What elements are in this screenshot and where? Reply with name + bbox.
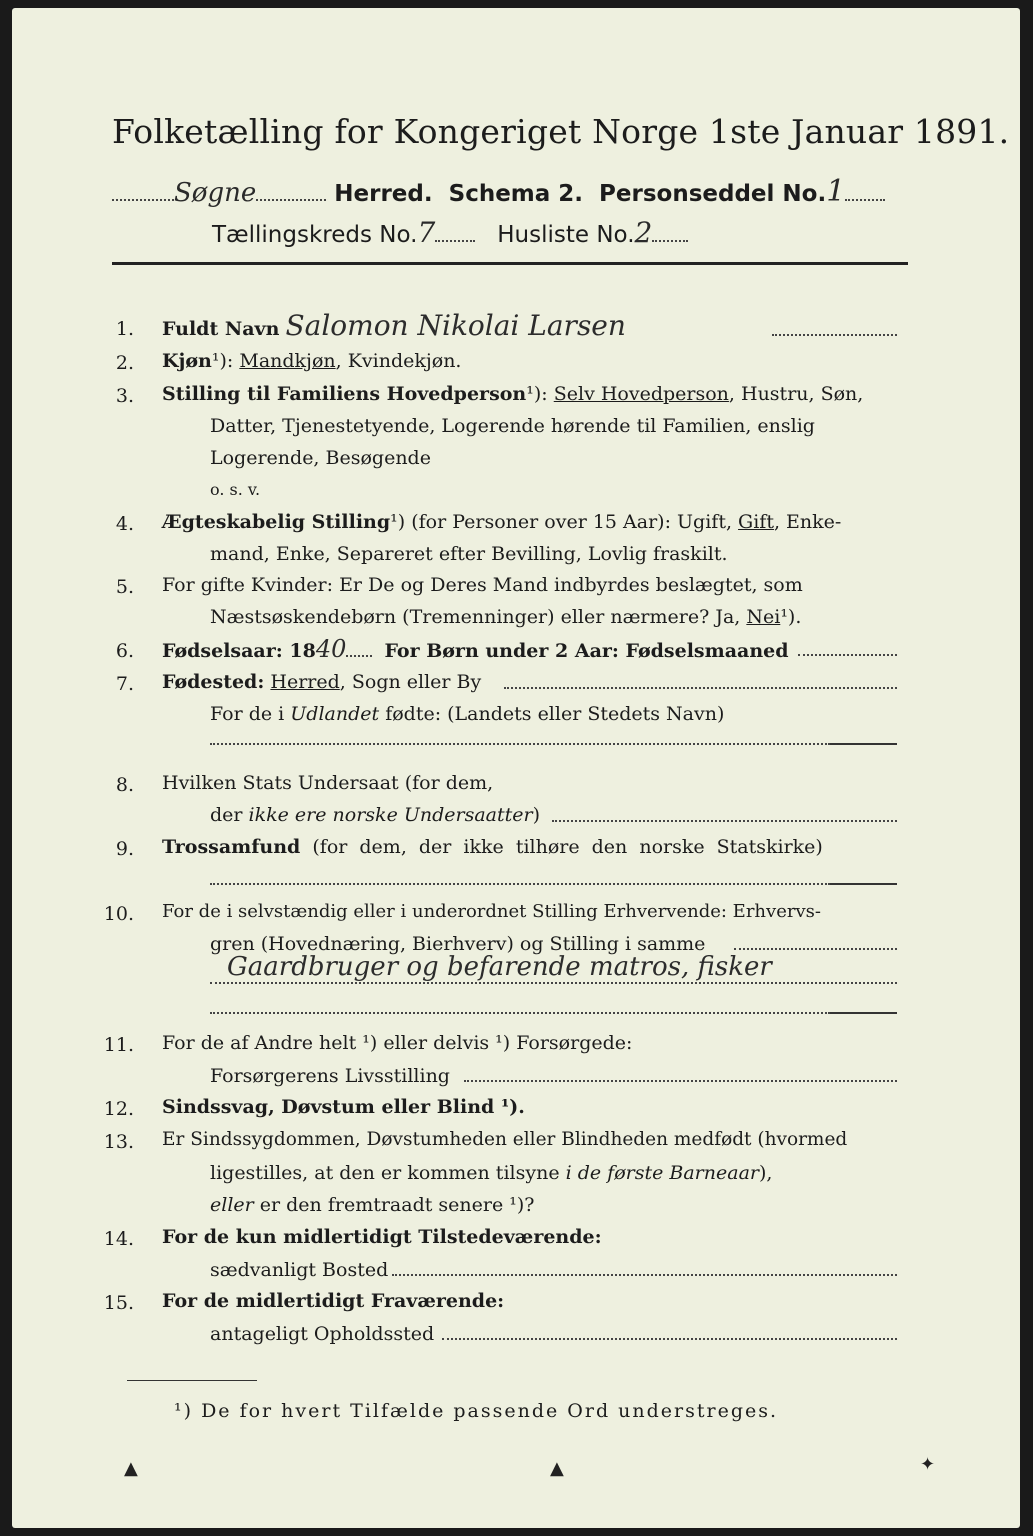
- q12-number: 12.: [103, 1098, 134, 1120]
- personseddel-label: Personseddel No.: [599, 181, 827, 207]
- q10-value-line: [210, 982, 897, 984]
- q11-number: 11.: [103, 1034, 134, 1056]
- q8-line2-italic: ikke ere norske Undersaatter: [248, 804, 533, 826]
- q6-number: 6.: [115, 640, 134, 662]
- personseddel-value: 1: [826, 174, 846, 209]
- q1-number: 1.: [115, 318, 134, 340]
- q10-blank-line: [210, 1012, 830, 1014]
- q2-opt-mandkjon: Mandkjøn: [239, 350, 336, 372]
- q3-opt-selected: Selv Hovedperson: [553, 383, 729, 405]
- q6-line: [162, 637, 789, 663]
- q9-blank-line-end: [830, 883, 897, 885]
- q13-line2-post: ),: [759, 1162, 773, 1184]
- census-form-page: [12, 8, 1020, 1528]
- q8-line-2: [210, 803, 540, 827]
- q5-opt-selected: Nei: [746, 606, 781, 628]
- q9-rest: (for dem, der ikke tilhøre den norske Statskirke): [312, 836, 823, 858]
- q7-label: Fødested:: [162, 671, 265, 693]
- q13-line3-post: er den fremtraadt senere ¹)?: [259, 1194, 535, 1216]
- header-line-1: [112, 174, 885, 209]
- q13-line-2: [210, 1161, 772, 1185]
- q5-line2-post: ¹).: [780, 606, 802, 628]
- q3-line1-rest: , Hustru, Søn,: [728, 383, 864, 405]
- q7-number: 7.: [115, 673, 134, 695]
- q8-line-1: Hvilken Stats Undersaat (for dem,: [162, 772, 494, 794]
- q1-name-value: Salomon Nikolai Larsen: [285, 309, 626, 342]
- herred-label: Herred.: [334, 181, 433, 207]
- q15-line-2: antageligt Opholdssted: [210, 1323, 435, 1345]
- header-divider: [112, 262, 908, 265]
- registration-mark-left: ▲: [124, 1458, 138, 1479]
- kreds-label: Tællingskreds No.: [212, 222, 418, 248]
- q12-line-1: Sindssvag, Døvstum eller Blind ¹).: [162, 1096, 525, 1118]
- q11-fill-line: [464, 1080, 897, 1082]
- q5-line-1: For gifte Kvinder: Er De og Deres Mand indbyrdes beslægtet, som: [162, 574, 803, 596]
- q3-line-4: o. s. v.: [210, 480, 261, 499]
- q7-line-1: [162, 670, 481, 694]
- q4-number: 4.: [115, 513, 134, 535]
- q8-fill-line: [552, 820, 897, 822]
- q6-year-value: 40: [315, 635, 347, 663]
- q7-fill-line: [504, 687, 897, 689]
- q15-fill-line: [442, 1338, 897, 1340]
- q10-occupation-value: Gaardbruger og befarende matros, fisker: [227, 952, 772, 982]
- q11-line-2: Forsørgerens Livsstilling: [210, 1065, 450, 1087]
- q1-fill-line: [772, 334, 897, 336]
- q8-line2-pre: der: [210, 804, 243, 826]
- q5-line-2: [210, 605, 801, 629]
- q9-label: Trossamfund: [162, 836, 301, 858]
- q14-fill-line: [392, 1274, 897, 1276]
- q5-line2-pre: Næstsøskendebørn (Tremenninger) eller nærmere? Ja,: [210, 606, 741, 628]
- herred-value: Søgne: [174, 178, 257, 208]
- q3-number: 3.: [115, 385, 134, 407]
- kreds-value: 7: [417, 216, 436, 249]
- q7-rest: , Sogn eller By: [339, 671, 482, 693]
- q3-line-3: Logerende, Besøgende: [210, 447, 431, 469]
- q7-line2-post: fødte: (Landets eller Stedets Navn): [385, 703, 725, 725]
- q2-line: [162, 349, 461, 373]
- registration-mark-center: ▲: [550, 1458, 564, 1479]
- q4-pre: (for Personer over 15 Aar): Ugift,: [411, 511, 732, 533]
- husliste-label: Husliste No.: [497, 222, 635, 248]
- q10-line-1: For de i selvstændig eller i underordnet Stilling Erhvervende: Erhvervs-: [162, 901, 821, 922]
- q10-fill-line: [734, 948, 897, 950]
- q2-number: 2.: [115, 352, 134, 374]
- q13-line-1: Er Sindssygdommen, Døvstumheden eller Blindheden medfødt (hvormed: [162, 1129, 848, 1150]
- q7-blank-line: [210, 743, 830, 745]
- q11-line-1: For de af Andre helt ¹) eller delvis ¹) Forsørgede:: [162, 1032, 633, 1054]
- q6-mid: For Børn under 2 Aar: Fødselsmaaned: [384, 640, 789, 662]
- q14-line-2: sædvanligt Bosted: [210, 1259, 389, 1281]
- q10-blank-line-end: [830, 1012, 897, 1014]
- q9-blank-line: [210, 883, 830, 885]
- q4-opt-selected: Gift: [738, 511, 774, 533]
- q9-line: [162, 835, 823, 859]
- q8-number: 8.: [115, 774, 134, 796]
- q13-line-3: [210, 1193, 534, 1217]
- q15-line-1: For de midlertidigt Fraværende:: [162, 1290, 505, 1312]
- q4-post: , Enke-: [773, 511, 842, 533]
- q1-line: [162, 309, 626, 342]
- header-line-2: [212, 216, 688, 249]
- q2-label: Kjøn: [162, 350, 212, 372]
- q15-number: 15.: [103, 1292, 134, 1314]
- q3-sup: ¹):: [526, 383, 548, 405]
- form-title: Folketælling for Kongeriget Norge 1ste Januar 1891.: [112, 112, 1010, 151]
- footnote: ¹) De for hvert Tilfælde passende Ord understreges.: [174, 1400, 779, 1422]
- q2-sup: ¹):: [211, 350, 234, 372]
- footnote-rule: [127, 1380, 257, 1381]
- q2-opt-kvindekjon: , Kvindekjøn.: [335, 350, 462, 372]
- q7-line2-italic: Udlandet: [290, 703, 380, 725]
- schema-label: Schema 2.: [448, 181, 584, 207]
- q10-number: 10.: [103, 903, 134, 925]
- registration-mark-right: ✦: [920, 1454, 936, 1475]
- q13-number: 13.: [103, 1131, 134, 1153]
- q8-line2-post: ): [532, 804, 541, 826]
- q1-label: Fuldt Navn: [162, 318, 280, 340]
- q7-line-2: [210, 702, 724, 726]
- q10-line-2: gren (Hovednæring, Bierhverv) og Stilling i samme: [210, 933, 706, 955]
- q7-line2-pre: For de i: [210, 703, 285, 725]
- q9-number: 9.: [115, 838, 134, 860]
- q13-line2-pre: ligestilles, at den er kommen tilsyne: [210, 1162, 560, 1184]
- q4-line-2: mand, Enke, Separeret efter Bevilling, Lovlig fraskilt.: [210, 543, 728, 565]
- q13-line2-italic: i de første Barneaar: [565, 1162, 759, 1184]
- q7-opt-selected: Herred: [270, 671, 340, 693]
- q4-sup: ¹): [390, 511, 406, 533]
- husliste-value: 2: [634, 216, 653, 249]
- q13-line3-italic: eller: [210, 1194, 254, 1216]
- q6-label: Fødselsaar: 18: [162, 640, 316, 662]
- q6-fill-line: [798, 654, 897, 656]
- q3-line-2: Datter, Tjenestetyende, Logerende hørende til Familien, enslig: [210, 415, 815, 437]
- q7-blank-line-end: [830, 743, 897, 745]
- q14-line-1: For de kun midlertidigt Tilstedeværende:: [162, 1226, 602, 1248]
- q14-number: 14.: [103, 1228, 134, 1250]
- q3-line-1: [162, 382, 863, 406]
- q4-line-1: [162, 510, 841, 534]
- q5-number: 5.: [115, 576, 134, 598]
- q4-label: Ægteskabelig Stilling: [162, 511, 391, 533]
- q3-label: Stilling til Familiens Hovedperson: [162, 383, 527, 405]
